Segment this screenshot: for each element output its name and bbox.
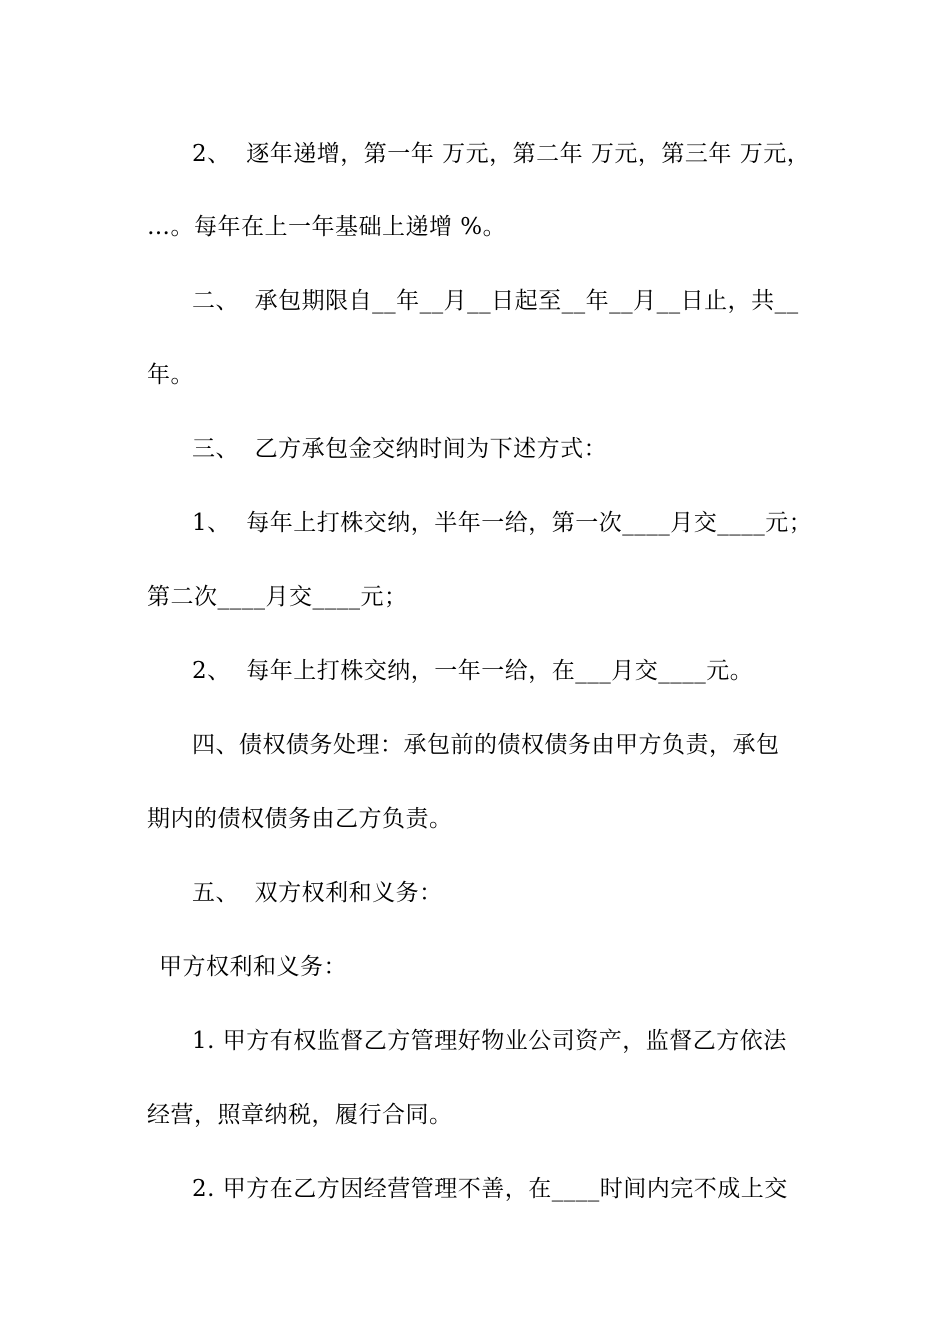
paragraph-line-7: 第二次____月交____元； — [147, 584, 408, 610]
paragraph-line-13: 1. 甲方有权监督乙方管理好物业公司资产，监督乙方依法 — [192, 1028, 787, 1054]
paragraph-line-9: 四、债权债务处理：承包前的债权债务由甲方负责，承包 — [192, 732, 780, 758]
paragraph-line-14: 经营，照章纳税，履行合同。 — [147, 1102, 453, 1128]
paragraph-line-2: …。每年在上一年基础上递增 %。 — [147, 214, 507, 240]
paragraph-line-12: 甲方权利和义务： — [159, 954, 347, 980]
paragraph-line-4: 年。 — [147, 362, 194, 388]
paragraph-line-8: 2、 每年上打株交纳，一年一给，在___月交____元。 — [192, 658, 754, 684]
paragraph-line-10: 期内的债权债务由乙方负责。 — [147, 806, 453, 832]
paragraph-line-3: 二、 承包期限自__年__月__日起至__年__月__日止，共__ — [192, 288, 799, 314]
paragraph-line-11: 五、 双方权利和义务： — [192, 880, 443, 906]
paragraph-line-15: 2. 甲方在乙方因经营管理不善，在____时间内完不成上交 — [192, 1176, 788, 1202]
paragraph-line-1: 2、 逐年递增，第一年 万元，第二年 万元，第三年 万元， — [192, 141, 811, 167]
paragraph-line-5: 三、 乙方承包金交纳时间为下述方式： — [192, 436, 608, 462]
paragraph-line-6: 1、 每年上打株交纳，半年一给，第一次____月交____元； — [192, 510, 813, 536]
